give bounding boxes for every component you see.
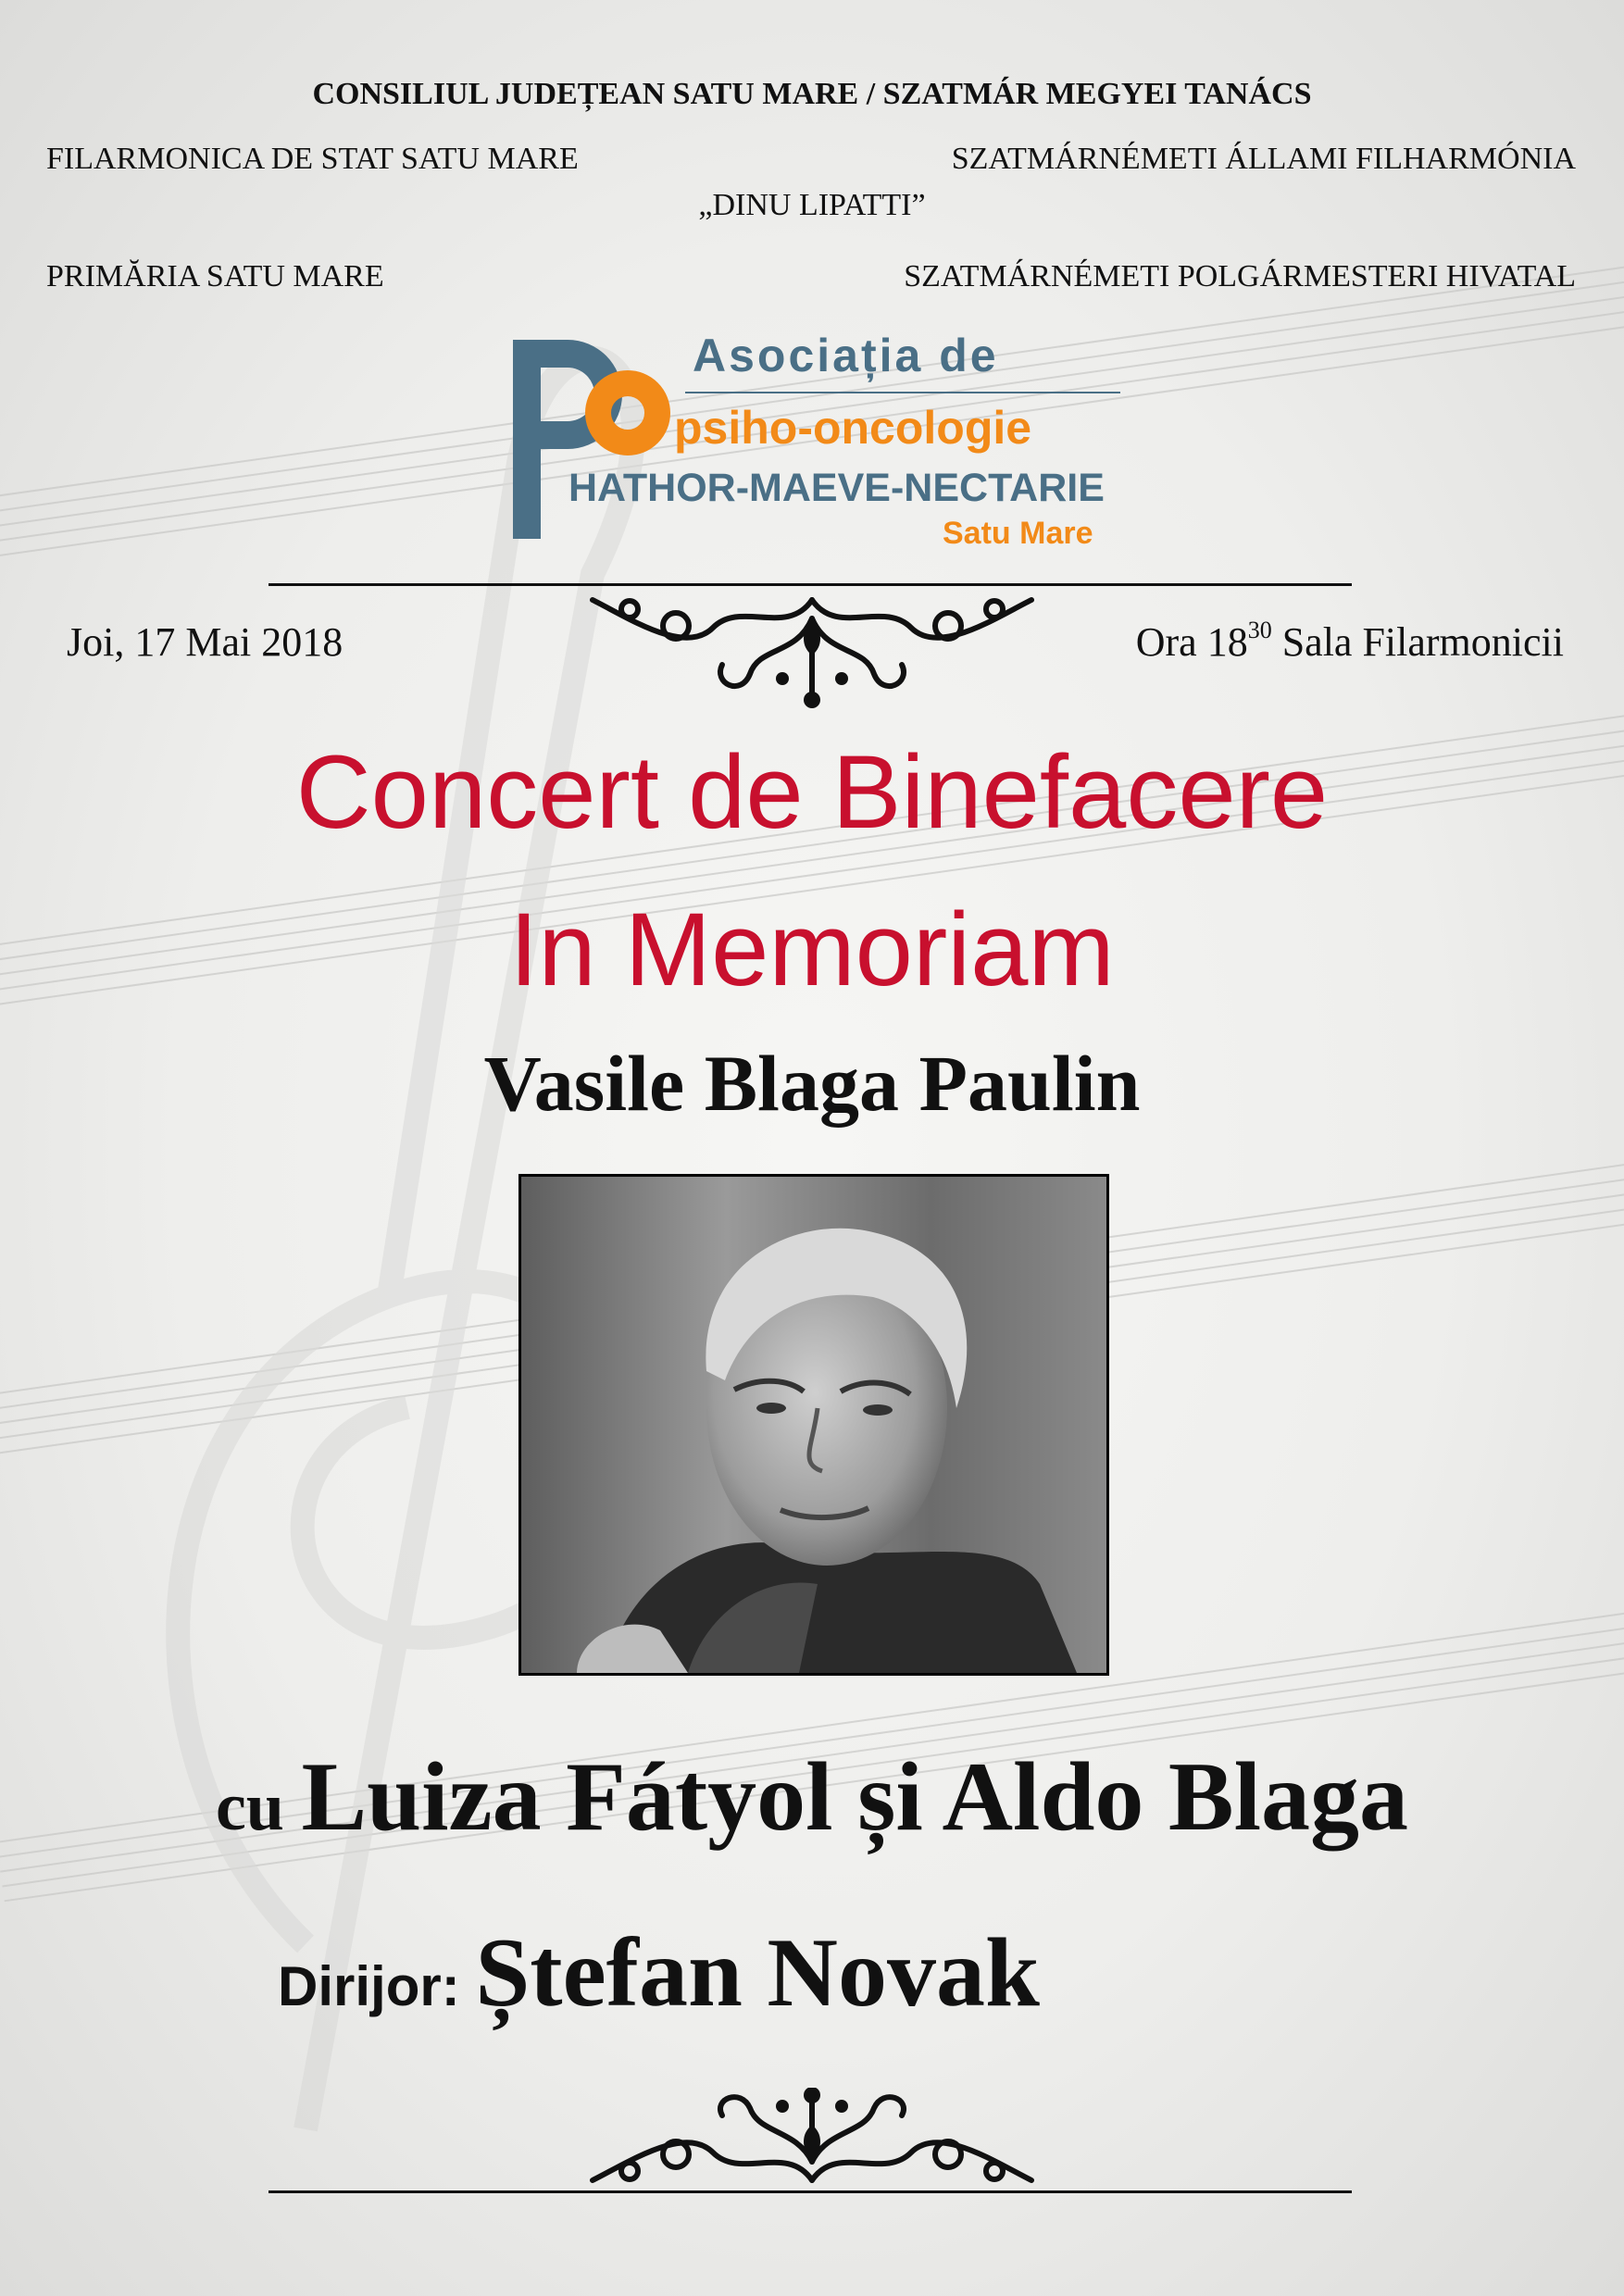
logo-line-3: HATHOR-MAEVE-NECTARIE (568, 466, 1105, 510)
performers-prefix: cu (215, 1769, 302, 1845)
concert-subtitle: In Memoriam (509, 892, 1115, 1007)
performers-line (0, 1741, 1624, 1853)
top-ornament (574, 581, 1050, 711)
philharmonic-name-ro: FILARMONICA DE STAT SATU MARE (46, 142, 579, 176)
event-time-venue (1136, 618, 1564, 666)
logo-line-2: psiho-oncologie (674, 402, 1032, 454)
event-time: Ora 18 (1135, 619, 1248, 665)
concert-title: Concert de Binefacere (295, 734, 1329, 850)
event-venue: Sala Filarmonicii (1271, 619, 1564, 665)
conductor-line (278, 1916, 1040, 2029)
logo-line-1: Asociația de (693, 330, 999, 381)
council-name: CONSILIUL JUDEȚEAN SATU MARE / SZATMÁR MEGYEI TANÁCS (312, 77, 1312, 111)
event-date: Joi, 17 Mai 2018 (67, 619, 344, 665)
honoree-name: Vasile Blaga Paulin (483, 1039, 1141, 1128)
logo-line-4: Satu Mare (943, 516, 1093, 551)
logo-divider (685, 392, 1120, 393)
philharmonic-name-hu: SZATMÁRNÉMETI ÁLLAMI FILHARMÓNIA (951, 142, 1576, 176)
bottom-ornament (574, 2088, 1050, 2199)
event-time-minutes: 30 (1247, 617, 1272, 643)
philharmonic-title: „DINU LIPATTI” (698, 188, 926, 222)
city-hall-hu: SZATMÁRNÉMETI POLGÁRMESTERI HIVATAL (904, 259, 1576, 293)
bottom-divider-line (269, 2190, 1352, 2193)
honoree-portrait (518, 1174, 1109, 1676)
performers-names: Luiza Fátyol și Aldo Blaga (301, 1742, 1409, 1851)
association-logo (509, 329, 1120, 551)
city-hall-ro: PRIMĂRIA SATU MARE (46, 259, 384, 293)
logo-o-letter (585, 370, 670, 455)
conductor-label: Dirijor: (278, 1955, 476, 2017)
conductor-name: Ștefan Novak (475, 1918, 1040, 2027)
